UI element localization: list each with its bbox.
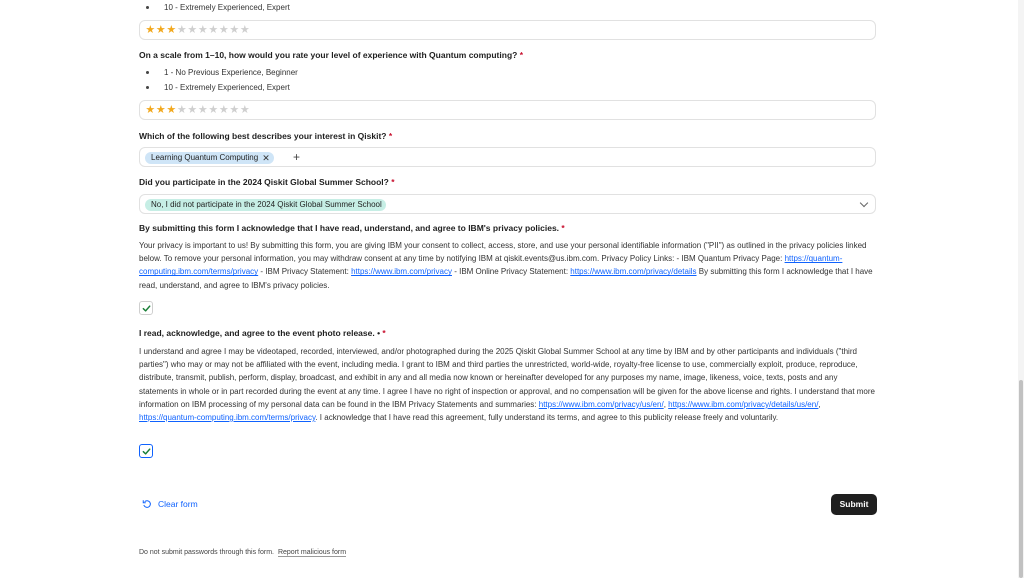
question-text: By submitting this form I acknowledge that I have read, understand, and agree to IBM's privacy policies. bbox=[139, 223, 560, 233]
privacy-text-part: - IBM Privacy Statement: bbox=[258, 267, 352, 277]
checkmark-icon bbox=[142, 447, 151, 456]
plus-icon[interactable]: + bbox=[293, 150, 301, 164]
option-list-item bbox=[139, 68, 298, 77]
photo-text-part: . I acknowledge that I have read this agreement, fully understand its terms, and agree to this publicity release freely and voluntarily. bbox=[315, 413, 779, 423]
selected-chip bbox=[145, 152, 274, 164]
photo-release-text bbox=[139, 345, 877, 424]
question-text: On a scale from 1–10, how would you rate your level of experience with Quantum computing? bbox=[139, 50, 518, 60]
star-icon[interactable]: ★ bbox=[239, 104, 250, 116]
star-rating[interactable] bbox=[145, 104, 250, 116]
footer-notice-text: Do not submit passwords through this form. bbox=[139, 549, 275, 556]
rating-field-ai bbox=[139, 20, 876, 40]
star-icon[interactable]: ★ bbox=[145, 104, 156, 116]
privacy-text-part: - IBM Online Privacy Statement: bbox=[452, 267, 571, 277]
star-icon[interactable]: ★ bbox=[176, 24, 187, 36]
submit-button[interactable]: Submit bbox=[831, 494, 877, 515]
star-icon[interactable]: ★ bbox=[155, 104, 166, 116]
bullet-icon bbox=[146, 6, 149, 9]
clear-form-button[interactable] bbox=[142, 499, 198, 509]
photo-text-part: , bbox=[818, 399, 821, 409]
report-malicious-link[interactable]: Report malicious form bbox=[277, 549, 347, 556]
undo-icon bbox=[142, 499, 152, 509]
page-scrollbar[interactable] bbox=[1018, 0, 1024, 578]
star-icon[interactable]: ★ bbox=[218, 104, 229, 116]
required-marker: * bbox=[519, 50, 524, 60]
bullet-icon bbox=[146, 71, 149, 74]
star-icon[interactable]: ★ bbox=[197, 24, 208, 36]
checkmark-icon bbox=[142, 304, 151, 313]
option-label: 10 - Extremely Experienced, Expert bbox=[164, 3, 290, 12]
required-marker: * bbox=[391, 177, 395, 187]
star-icon[interactable]: ★ bbox=[229, 24, 240, 36]
selected-option-label: No, I did not participate in the 2024 Qiskit Global Summer School bbox=[151, 200, 382, 209]
question-text: I read, acknowledge, and agree to the event photo release. • bbox=[139, 328, 381, 338]
rating-field-quantum bbox=[139, 100, 876, 120]
star-icon[interactable]: ★ bbox=[145, 24, 156, 36]
footer-notice bbox=[139, 549, 346, 556]
question-photo-label bbox=[139, 328, 386, 338]
star-icon[interactable]: ★ bbox=[208, 104, 219, 116]
chip-label: Learning Quantum Computing bbox=[151, 153, 259, 162]
interest-multiselect[interactable] bbox=[139, 147, 876, 167]
option-list-item bbox=[139, 83, 290, 92]
option-list-item bbox=[139, 3, 290, 12]
star-icon[interactable]: ★ bbox=[239, 24, 250, 36]
privacy-checkbox[interactable] bbox=[139, 301, 153, 315]
ibm-online-privacy-link[interactable]: https://www.ibm.com/privacy/details bbox=[570, 267, 697, 277]
selected-option-chip bbox=[145, 199, 386, 211]
required-marker: * bbox=[388, 131, 393, 141]
required-marker: * bbox=[561, 223, 565, 233]
star-icon[interactable]: ★ bbox=[155, 24, 166, 36]
clear-form-label: Clear form bbox=[158, 499, 198, 509]
privacy-text-part: Your privacy is important to us! By submitting this form, you are giving IBM your consent to collect, access, store, and use your personal identifiable information ("PII") as outlined in the privacy policies linked below. To remove your personal information, you may withdraw consent at any time by notifying IBM at qiskit.events@us.ibm.com. Privacy Policy Links: - IBM Quantum Privacy Page: bbox=[139, 241, 867, 264]
quantum-privacy-link[interactable]: https://quantum-computing.ibm.com/terms/privacy bbox=[139, 254, 843, 277]
star-icon[interactable]: ★ bbox=[187, 24, 198, 36]
star-icon[interactable]: ★ bbox=[208, 24, 219, 36]
question-privacy-label bbox=[139, 223, 565, 233]
photo-release-checkbox[interactable] bbox=[139, 444, 153, 458]
question-participate-label bbox=[139, 177, 395, 187]
question-text: Which of the following best describes your interest in Qiskit? bbox=[139, 131, 387, 141]
photo-text-part: , bbox=[663, 399, 669, 409]
bullet-icon bbox=[146, 86, 149, 89]
option-label: 1 - No Previous Experience, Beginner bbox=[164, 68, 298, 77]
chevron-down-icon[interactable] bbox=[860, 199, 868, 207]
question-interest-label bbox=[139, 131, 392, 141]
close-icon[interactable]: ✕ bbox=[262, 153, 270, 163]
ibm-privacy-link[interactable]: https://www.ibm.com/privacy bbox=[351, 267, 452, 277]
option-label: 10 - Extremely Experienced, Expert bbox=[164, 83, 290, 92]
scrollbar-thumb[interactable] bbox=[1019, 380, 1023, 578]
star-icon[interactable]: ★ bbox=[229, 104, 240, 116]
participate-dropdown[interactable] bbox=[139, 194, 876, 214]
privacy-text bbox=[139, 239, 877, 292]
ibm-privacy-us-link[interactable]: https://www.ibm.com/privacy/us/en/ bbox=[538, 399, 664, 409]
question-quantum-label bbox=[139, 50, 523, 60]
star-icon[interactable]: ★ bbox=[187, 104, 198, 116]
question-text: Did you participate in the 2024 Qiskit Global Summer School? bbox=[139, 177, 389, 187]
privacy-text-part: By submitting this form I acknowledge that I have read, understand, and agree to IBM's privacy policies. bbox=[139, 267, 873, 290]
quantum-terms-link[interactable]: https://quantum-computing.ibm.com/terms/privacy bbox=[139, 413, 316, 423]
photo-text-part: I understand and agree I may be videotaped, recorded, interviewed, and/or photographed during the 2025 Qiskit Global Summer School at any time by IBM and by other participants and individuals ("third parties") who may or may not be affiliated with the event, including media. I grant to IBM and third parties the unrestricted, world-wide, royalty-free license to use, commercially exploit, produce, reproduce, distribute, transmit, publish, perform, display, broadcast, and exhibit in any and all media now known or hereinafter developed for any purposes my name, image, likeness, voice, texts, posts and any statements in whole or in part recorded during the event at any time. I agree I have no right of inspection or approval, and no compensation will be given for the above license and rights. I understand that more information on IBM processing of my personal data can be found in the IBM Privacy Statements and summaries: bbox=[139, 347, 875, 409]
star-icon[interactable]: ★ bbox=[166, 24, 177, 36]
star-icon[interactable]: ★ bbox=[197, 104, 208, 116]
star-icon[interactable]: ★ bbox=[218, 24, 229, 36]
required-marker: * bbox=[382, 328, 386, 338]
star-icon[interactable]: ★ bbox=[176, 104, 187, 116]
ibm-privacy-details-link[interactable]: https://www.ibm.com/privacy/details/us/en/ bbox=[668, 399, 819, 409]
star-rating[interactable] bbox=[145, 24, 250, 36]
star-icon[interactable]: ★ bbox=[166, 104, 177, 116]
